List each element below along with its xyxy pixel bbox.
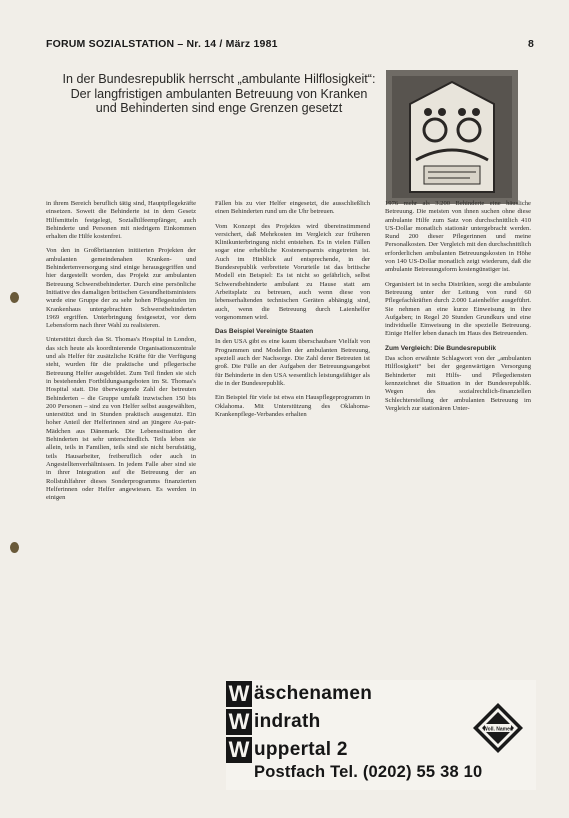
ad-word: uppertal 2 (254, 738, 348, 760)
paragraph: in ihrem Bereich beruflich tätig sind, Hauptpflegekräfte einsetzen. Soweit die Behinderte ist in dem Gesetz Hilfsmitteln festgelegt, Sozialhilfeempfänger, auch Behinderte und Personen mit niedrigem Einkommen erhalten die Hilfe kostenfrei. (46, 200, 196, 241)
paragraph: Fällen bis zu vier Helfer eingesetzt, die ausschließlich einen Behinderten rund um die Uhr betreuen. (215, 200, 370, 216)
ad-initial: W (226, 737, 252, 763)
article-column-3 (385, 200, 531, 590)
section-subheading: Zum Vergleich: Die Bundesrepublik (385, 344, 497, 352)
ad-word: äschenamen (254, 682, 373, 704)
article-column-2 (215, 200, 370, 590)
ad-initial: W (226, 709, 252, 735)
paragraph: Von den in Großbritannien initiierten Projekten der ambulanten gemeindenahen Kranken- und Behindertenversorgung sind einige herausgegriffen und hier dargestellt worden, das Projekt zur ambulanten Betreuung Schwerstbehinderter. Durch eine persönliche Initiative des damaligen britischen Gesundheitsministers wurde eine Gruppe der zu sehr hohen Pflegestufen im Krankenhaus untergebrachten Schwerstbehinderten 1969 ergriffen. Unterbringung festgesetzt, vor dem Lebensform nach ihrer Wahl zu realisieren. (46, 247, 196, 330)
article-photo (386, 70, 518, 204)
diamond-logo-icon (472, 702, 524, 754)
binder-hole (10, 542, 19, 553)
advertisement (226, 680, 536, 790)
paragraph: Das schon erwähnte Schlagwort von der „ambulanten Hilflosigkeit“ bei der gegenwärtigen Versorgung Behinderter mit Hilfs- und Pflegediensten kennzeichnet die Situation in der Bundesrepublik. Wegen des sozialrechtlich-finanziellen Schlechterstellung der ambulanten Betreuung im Vergleich zur stationären Unter- (385, 355, 531, 412)
page-header (46, 38, 534, 52)
ad-line-1 (226, 680, 372, 707)
paragraph: Vom Konzept des Projektes wird übereinstimmend versichert, daß Mehrkosten im Vergleich zur früheren Klinikunterbringung nicht entstehen. Es in vielen Fällen sogar eine erhebliche Kostenersparnis eingetreten ist. Auch im Hinblick auf entsprechende, in der Bundesrepublik verbreitete Vorurteile ist das britische Modell ein Beispiel: Es ist nicht so gefährlich, selbst Schwerstbehinderte ambulant zu Hause statt am Arbeitsplatz zu betreuen, auch wenn diese von lebenserhaltenden technischen Geräten abhängig sind, auch, wenn die Betreuung durch Laienhelfer vorgenommen wird. (215, 222, 370, 321)
ad-line-2 (226, 708, 321, 735)
people-in-house-icon (386, 70, 518, 204)
paragraph: Unterstützt durch das St. Thomas's Hospital in London, das sich heute als koordinierende Organisationszentrale und als Helfer für zusätzliche Kräfte für die Verfügung steht, wurden für die praktische und pflegerische Betreuung Helfer ausgebildet. Zum Teil finden sie sich in bestehenden Fortbildungsangeboten im St. Thomas's Hospital statt. Die überwiegende Zahl der betreuten Behinderten – die Gruppe umfaßt inzwischen 150 bis 200 Personen – sind zu von Helfer selbst ausgewählten, unterstützt und in Stunden praktisch ausgenutzt. Ein hoher Anteil der Helferinnen sind an jüngere Au-pair-Mädchen aus Dänemark. Die Lebenssituation der Behinderten ist sehr unterschiedlich. Teils leben sie allein, teils in Familien, teils sind sie nicht berufstätig, teils Hausarbeiter, freiberuflich oder auch in Angestelltenverhältnissen. In jedem Falle aber sind sie in ihrer Integration auf die Betreuung der an Rollstuhlfahrer dieses Sonderprogramms finanzierten Helferinnen oder Helfer angewiesen. Es werden in einigen (46, 336, 196, 502)
ad-line-3 (226, 736, 348, 763)
header-title: FORUM SOZIALSTATION – Nr. 14 / März 1981 (46, 38, 278, 50)
article-column-1 (46, 200, 196, 777)
section-subheading: Das Beispiel Vereinigte Staaten (215, 328, 314, 336)
ad-word: indrath (254, 710, 321, 732)
paragraph: Ein Beispiel für viele ist etwa ein Hauspflegeprogramm in Oklahoma. Mit Unterstützung des Oklahoma-Krankenpflege-Verbandes erhalten (215, 394, 370, 418)
page-number: 8 (527, 38, 534, 50)
ad-postfach: Postfach Tel. (0202) 55 38 10 (254, 763, 483, 781)
paragraph: 1976 mehr als 3.200 Behinderte eine häusliche Betreuung. Die meisten von ihnen suchen ohne diese ambulante Hilfe zum Satz von durchschnittlich 410 US-Dollar monatlich stationär untergebracht werden. Rund 200 dieser Pflegerinnen und meine Personalkosten. Der Vergleich mit den durchschnittlich erforderlichen ambulanten Betreuungskosten in Höhe von 140 US-Dollar monatlich zeigt wiederum, daß die ambulante Betreuungsform kostengünstiger ist. (385, 200, 531, 274)
article-headline: In der Bundesrepublik herrscht „ambulante Hilflosigkeit“: Der langfristigen ambulanten Betreuung von Kranken und Behinderten sind enge Grenzen gesetzt (62, 72, 376, 116)
logo-text: Woll. Namen (483, 726, 513, 733)
paragraph: In den USA gibt es eine kaum überschaubare Vielfalt von Programmen und Modellen der ambulanten Betreuung, speziell auch der Nachsorge. Die Zahl derer Betreuten ist groß. Die Fülle an der Aufgaben der Betreuungsangebot für Behinderte in den USA wesentlich leistungsfähiger als die in der Bundesrepublik. (215, 338, 370, 387)
ad-initial: W (226, 681, 252, 707)
binder-hole (10, 292, 19, 303)
paragraph: Organisiert ist in sechs Distrikten, sorgt die ambulante Betreuung unter der Leitung von rund 60 Pflegefachkräften durch 2.000 Laienhelfer ausgeführt. Sie nehmen an eine kurze Einweisung in ihre Aufgaben; in Regel 20 Stunden Grundkurs und eine individuelle Einweisung in die spezielle Betreuung. Einige Helfer leben danach im Haus des Betreuenden. (385, 280, 531, 338)
